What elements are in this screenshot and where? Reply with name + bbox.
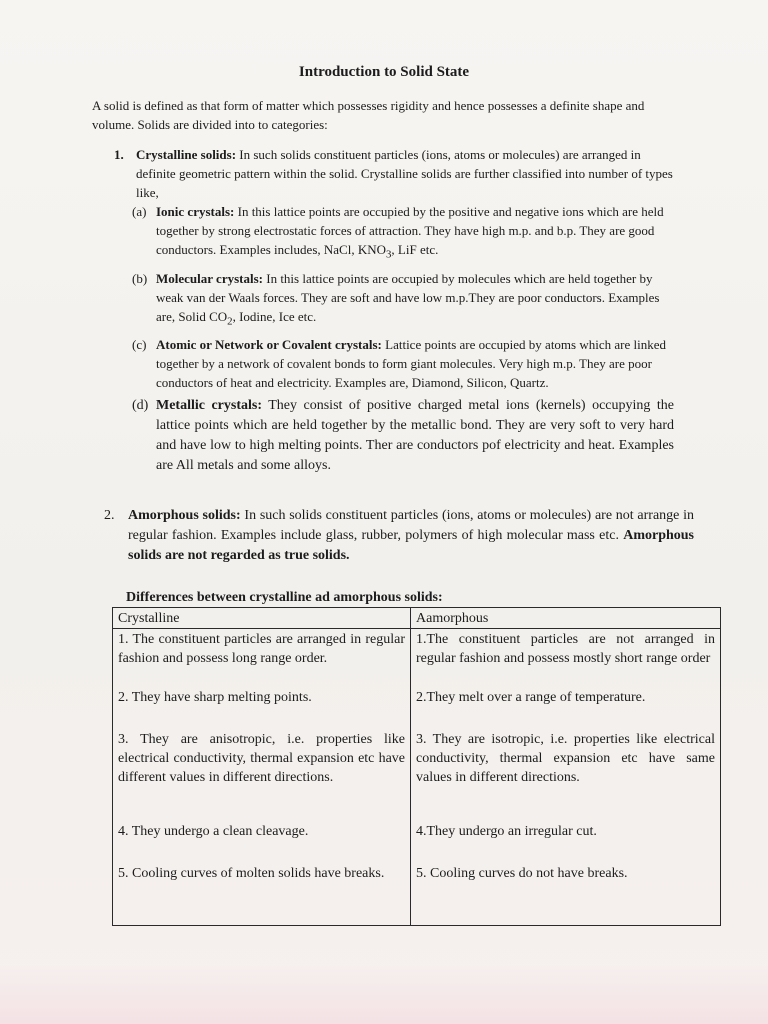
page-title: Introduction to Solid State <box>298 64 470 80</box>
subitem-letter: (c) <box>132 337 147 353</box>
page-tint <box>0 964 768 1024</box>
intro-paragraph: A solid is defined as that form of matter which possesses rigidity and hence possesses a definite shape and volume. Solids are divided into to categories: <box>92 98 645 132</box>
subitem-label: Atomic or Network or Covalent crystals: <box>156 337 382 353</box>
table-cell: 1.The constituent particles are not arranged in regular fashion and possess mostly short range order <box>411 629 721 688</box>
subscript: 2 <box>227 315 233 328</box>
item-number: 2. <box>104 508 115 523</box>
subitem-text-end: , Iodine, Ice etc. <box>232 308 317 324</box>
table-cell: 2.They melt over a range of temperature. <box>411 687 721 729</box>
table-cell: 5. Cooling curves do not have breaks. <box>411 863 721 926</box>
header-amorphous: Aamorphous <box>411 608 721 629</box>
differences-table <box>112 607 721 926</box>
item-number: 1. <box>114 147 124 162</box>
subitem-label: Molecular crystals: <box>156 270 263 286</box>
subitem-molecular-crystals <box>132 269 674 332</box>
table-cell: 3. They are anisotropic, i.e. properties like electrical conductivity, thermal expansion etc have different values in different directions. <box>113 729 411 821</box>
table-cell: 2. They have sharp melting points. <box>113 687 411 729</box>
amorphous-solids-section <box>104 506 694 566</box>
table-cell: 3. They are isotropic, i.e. properties like electrical conductivity, thermal expansion etc have same values in different directions. <box>411 729 721 821</box>
subitem-label: Ionic crystals: <box>156 204 235 219</box>
subitem-ionic-crystals <box>132 202 674 265</box>
subitem-text: In this lattice points are occupied by molecules which are held together by weak van der Waals forces. They are soft and have low m.p.They are poor conductors. Examples are, Solid CO <box>156 270 660 324</box>
table-cell: 4.They undergo an irregular cut. <box>411 821 721 863</box>
subitem-label: Metallic crystals: <box>156 398 263 414</box>
subitem-covalent-crystals <box>132 335 674 392</box>
subitem-text: Lattice points are occupied by atoms which are linked together by a network of covalent bonds to form giant molecules. Very high m.p. They are poor conductors of heat and electricity. Examples are, Diamond, Silicon, Quartz. <box>156 337 666 391</box>
subitem-letter: (a) <box>132 204 147 219</box>
table-row <box>113 729 721 821</box>
table-header-row <box>113 608 721 629</box>
subitem-text-end: , LiF etc. <box>391 242 439 257</box>
table-row <box>113 687 721 729</box>
subitem-metallic-crystals <box>132 396 674 476</box>
item-label: Amorphous solids: <box>128 508 241 523</box>
table-row <box>113 863 721 926</box>
item-text: In such solids constituent particles (ions, atoms or molecules) are arranged in definite geometric pattern within the solid. Crystalline solids are further classified into number of types like, <box>136 147 673 200</box>
subitem-text: In this lattice points are occupied by the positive and negative ions which are held together by strong electrostatic forces of attraction. They have high m.p. and b.p. They are good conductors. Examples includes, NaCl, KNO <box>156 204 664 257</box>
table-cell: 1. The constituent particles are arranged in regular fashion and possess long range order. <box>113 629 411 688</box>
item-text: In such solids constituent particles (ions, atoms or molecules) are not arrange in regular fashion. Examples include glass, rubber, polymers of high molecular mass etc. <box>128 508 695 543</box>
table-cell: 4. They undergo a clean cleavage. <box>113 821 411 863</box>
subitem-letter: (d) <box>132 398 149 414</box>
subitem-letter: (b) <box>132 270 148 286</box>
header-crystalline: Crystalline <box>113 608 411 629</box>
differences-heading: Differences between crystalline ad amorphous solids: <box>126 590 443 605</box>
table-row <box>113 629 721 688</box>
item-label: Crystalline solids: <box>136 147 237 162</box>
crystalline-solids-section <box>114 145 674 476</box>
subscript: 3 <box>385 248 392 261</box>
item-bold-conclusion: Amorphous solids are not regarded as true solids. <box>128 528 694 563</box>
table-row <box>113 821 721 863</box>
table-cell: 5. Cooling curves of molten solids have breaks. <box>113 863 411 926</box>
subitem-text: They consist of positive charged metal ions (kernels) occupying the lattice points which are held together by the metallic bond. They are very soft to very hard and have low to high melting points. Ther are conductors pof electricity and heat. Examples are All metals and some alloys. <box>156 398 674 474</box>
